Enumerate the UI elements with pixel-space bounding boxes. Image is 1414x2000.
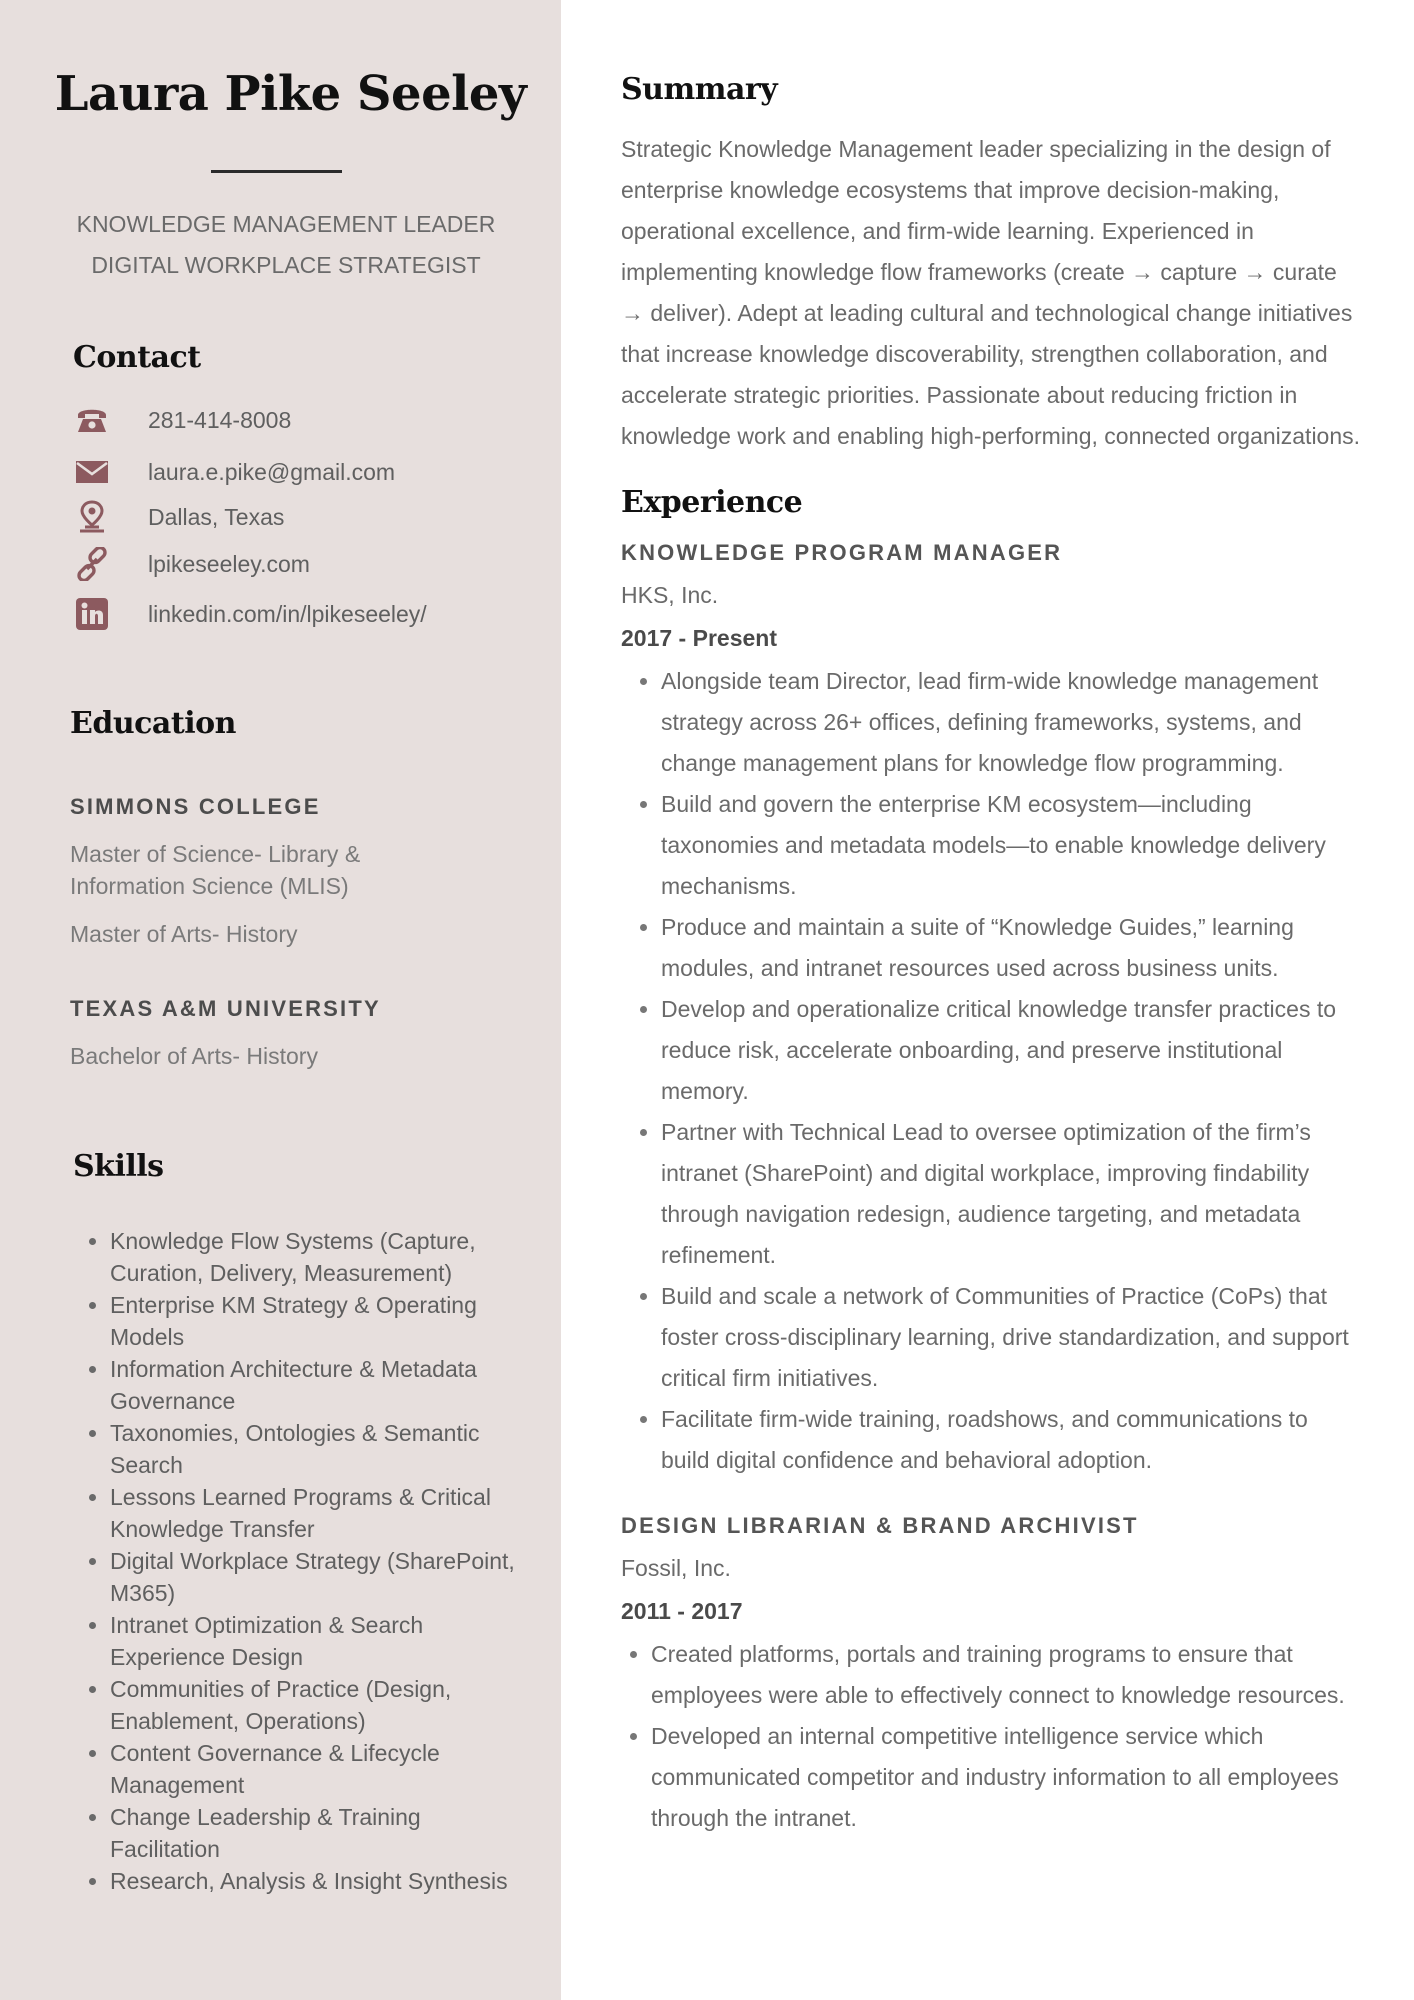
location-text: Dallas, Texas	[148, 504, 285, 530]
contact-email	[72, 452, 396, 492]
job-dates: 2011 - 2017	[621, 1598, 743, 1624]
contact-location	[72, 497, 285, 537]
skill-item: • Digital Workplace Strategy (SharePoint, M365)	[110, 1545, 530, 1609]
skill-item: • Content Governance & Lifecycle Management	[110, 1737, 530, 1801]
linkedin-icon	[72, 594, 112, 634]
skill-item: • Intranet Optimization & Search Experience Design	[110, 1609, 530, 1673]
job-bullet: • Develop and operationalize critical knowledge transfer practices to reduce risk, accelerate onboarding, and preserve institutional memory.	[661, 989, 1361, 1112]
website-text[interactable]: lpikeseeley.com	[148, 551, 310, 577]
sidebar	[0, 0, 561, 2000]
job-entry	[621, 540, 1361, 1481]
linkedin-text[interactable]: linkedin.com/in/lpikeseeley/	[148, 601, 427, 627]
phone-text[interactable]: 281-414-8008	[148, 407, 292, 433]
skill-item: • Taxonomies, Ontologies & Semantic Search	[110, 1417, 530, 1481]
job-bullet: • Produce and maintain a suite of “Knowledge Guides,” learning modules, and intranet resources used across business units.	[661, 907, 1361, 989]
email-icon	[72, 452, 112, 492]
phone-icon	[72, 400, 112, 440]
degree-ba-history: Bachelor of Arts- History	[70, 1043, 318, 1069]
skill-item: • Lessons Learned Programs & Critical Knowledge Transfer	[110, 1481, 530, 1545]
school-simmons: SIMMONS COLLEGE	[70, 794, 321, 819]
name-divider	[211, 170, 342, 173]
contact-linkedin	[72, 594, 427, 634]
title-line-1: KNOWLEDGE MANAGEMENT LEADER	[76, 211, 496, 237]
contact-heading: Contact	[73, 340, 201, 375]
job-title: DESIGN LIBRARIAN & BRAND ARCHIVIST	[621, 1513, 1139, 1538]
job-bullet: • Build and govern the enterprise KM ecosystem—including taxonomies and metadata models—to enable knowledge delivery mechanisms.	[661, 784, 1361, 907]
job-bullet: • Partner with Technical Lead to oversee optimization of the firm’s intranet (SharePoint) and digital workplace, improving findability through navigation redesign, audience targeting, and metadata refinement.	[661, 1112, 1361, 1276]
summary-heading: Summary	[621, 72, 778, 107]
skill-item: • Research, Analysis & Insight Synthesis	[110, 1865, 530, 1897]
job-bullet: • Facilitate firm-wide training, roadshows, and communications to build digital confidence and behavioral adoption.	[661, 1399, 1361, 1481]
skill-item: • Change Leadership & Training Facilitation	[110, 1801, 530, 1865]
contact-website	[72, 544, 310, 584]
skill-item: • Information Architecture & Metadata Governance	[110, 1353, 530, 1417]
job-bullet: • Alongside team Director, lead firm-wide knowledge management strategy across 26+ offices, defining frameworks, systems, and change management plans for knowledge flow programming.	[661, 661, 1361, 784]
skills-list	[82, 1225, 530, 1897]
link-icon	[72, 544, 112, 584]
job-company: Fossil, Inc.	[621, 1555, 731, 1581]
job-dates: 2017 - Present	[621, 625, 777, 651]
job-title: KNOWLEDGE PROGRAM MANAGER	[621, 540, 1063, 565]
education-heading: Education	[70, 706, 236, 741]
title-line-2: DIGITAL WORKPLACE STRATEGIST	[91, 252, 481, 278]
degree-mlis: Master of Science- Library & Information Science (MLIS)	[70, 841, 361, 899]
job-bullet: • Build and scale a network of Communities of Practice (CoPs) that foster cross-disciplinary learning, drive standardization, and support critical firm initiatives.	[661, 1276, 1361, 1399]
location-icon	[72, 497, 112, 537]
professional-titles	[0, 204, 572, 286]
job-bullets	[621, 661, 1361, 1481]
summary-text: Strategic Knowledge Management leader specializing in the design of enterprise knowledge ecosystems that improve decision-making, operational excellence, and firm-wide learning. Experienced in implementing knowledge flow frameworks (create → capture → curate → deliver). Adept at leading cultural and technological change initiatives that increase knowledge discoverability, strengthen collaboration, and accelerate strategic priorities. Passionate about reducing friction in knowledge work and enabling high-performing, connected organizations.	[621, 136, 1361, 449]
experience-heading: Experience	[621, 485, 803, 520]
name-heading: Laura Pike Seeley	[54, 66, 527, 122]
job-bullets	[621, 1634, 1361, 1839]
email-text[interactable]: laura.e.pike@gmail.com	[148, 459, 396, 485]
main-content	[621, 0, 1361, 1839]
job-company: HKS, Inc.	[621, 582, 719, 608]
school-texas-am: TEXAS A&M UNIVERSITY	[70, 996, 381, 1021]
job-entry	[621, 1513, 1361, 1839]
skills-heading: Skills	[73, 1149, 164, 1184]
job-bullet: • Created platforms, portals and training programs to ensure that employees were able to effectively connect to knowledge resources.	[651, 1634, 1361, 1716]
contact-phone	[72, 400, 292, 440]
skill-item: • Communities of Practice (Design, Enablement, Operations)	[110, 1673, 530, 1737]
skill-item: • Enterprise KM Strategy & Operating Models	[110, 1289, 530, 1353]
skill-item: • Knowledge Flow Systems (Capture, Curation, Delivery, Measurement)	[110, 1225, 530, 1289]
degree-ma-history: Master of Arts- History	[70, 921, 298, 947]
job-bullet: • Developed an internal competitive intelligence service which communicated competitor and industry information to all employees through the intranet.	[651, 1716, 1361, 1839]
